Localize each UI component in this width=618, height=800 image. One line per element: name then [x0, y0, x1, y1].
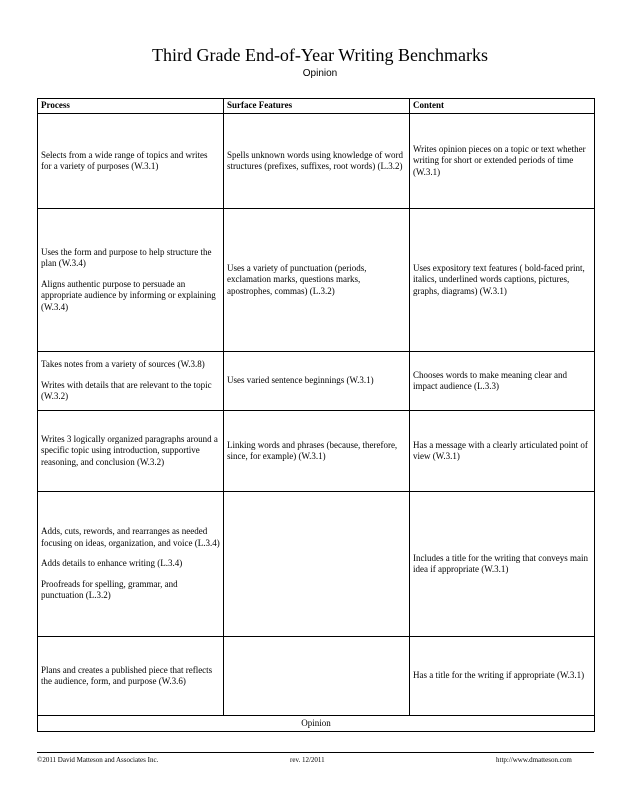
page-subtitle: Opinion [302, 68, 338, 79]
content-cell [410, 352, 595, 411]
content-cell [410, 209, 595, 352]
footer-url[interactable]: http://www.dmatteson.com [496, 756, 572, 764]
surface-features-cell [224, 209, 410, 352]
cell-text: Plans and creates a published piece that reflects the audience, form, and purpose (W.3.6) [41, 664, 213, 686]
cell-text: Chooses words to make meaning clear and impact audience (L.3.3) [413, 369, 567, 391]
cell-text: Writes with details that are relevant to the topic (W.3.2) [41, 379, 212, 402]
footer-copyright: ©2011 David Matteson and Associates Inc. [37, 756, 159, 764]
cell-text: Linking words and phrases (because, therefore, since, for example) (W.3.1) [227, 439, 398, 461]
table-row [38, 411, 595, 492]
cell-text: Has a message with a clearly articulated point of view (W.3.1) [413, 439, 588, 461]
process-cell [38, 352, 224, 411]
benchmarks-table [37, 98, 595, 732]
cell-text: Uses a variety of punctuation (periods, exclamation marks, questions marks, apostrophes, commas) (L.3.2) [227, 262, 367, 296]
table-row [38, 114, 595, 209]
cell-text: Selects from a wide range of topics and writes for a variety of purposes (W.3.1) [41, 149, 208, 171]
surface-features-cell [224, 352, 410, 411]
cell-text: Includes a title for the writing that conveys main idea if appropriate (W.3.1) [413, 552, 588, 574]
surface-features-cell [224, 411, 410, 492]
cell-text: Writes opinion pieces on a topic or text whether writing for short or extended periods of time (W.3.1) [413, 143, 586, 177]
page-title: Third Grade End-of-Year Writing Benchmarks [151, 45, 489, 65]
cell-text: Uses expository text features ( bold-faced print, italics, underlined words captions, pictures, graphs, diagrams) (W.3.1) [413, 262, 585, 296]
table-header-row [38, 99, 595, 114]
content-cell [410, 492, 595, 637]
cell-text: Aligns authentic purpose to persuade an appropriate audience by informing or explaining (W.3.4) [41, 278, 216, 312]
cell-text: Has a title for the writing if appropriate (W.3.1) [413, 670, 585, 681]
table-row [38, 492, 595, 637]
process-cell [38, 637, 224, 716]
table-footer-row [38, 716, 595, 732]
table-row [38, 637, 595, 716]
surface-features-cell [224, 114, 410, 209]
content-cell [410, 114, 595, 209]
cell-text: Takes notes from a variety of sources (W.3.8) [41, 359, 205, 370]
cell-text: Uses varied sentence beginnings (W.3.1) [227, 375, 374, 386]
process-cell [38, 492, 224, 637]
cell-text: Adds details to enhance writing (L.3.4) [41, 558, 183, 569]
footer-divider [37, 752, 594, 753]
cell-text: Uses the form and purpose to help structure the plan (W.3.4) [41, 246, 212, 269]
content-cell [410, 411, 595, 492]
table-row [38, 352, 595, 411]
column-header-process: Process [38, 99, 224, 114]
cell-text: Writes 3 logically organized paragraphs around a specific topic using introduction, supportive reasoning, and conclusion (W.3.2) [41, 433, 218, 467]
cell-text: Proofreads for spelling, grammar, and punctuation (L.3.2) [41, 578, 178, 601]
content-cell [410, 637, 595, 716]
surface-features-cell [224, 637, 410, 716]
cell-text: Spells unknown words using knowledge of word structures (prefixes, suffixes, root words) (L.3.2) [227, 149, 403, 171]
table-row [38, 209, 595, 352]
table-footer-label: Opinion [38, 716, 595, 732]
process-cell [38, 411, 224, 492]
footer-revision: rev. 12/2011 [290, 756, 325, 764]
surface-features-cell [224, 492, 410, 637]
cell-text: Adds, cuts, rewords, and rearranges as needed focusing on ideas, organization, and voice (L.3.4) [41, 526, 220, 548]
process-cell [38, 114, 224, 209]
column-header-content: Content [410, 99, 595, 114]
column-header-surface-features: Surface Features [224, 99, 410, 114]
process-cell [38, 209, 224, 352]
